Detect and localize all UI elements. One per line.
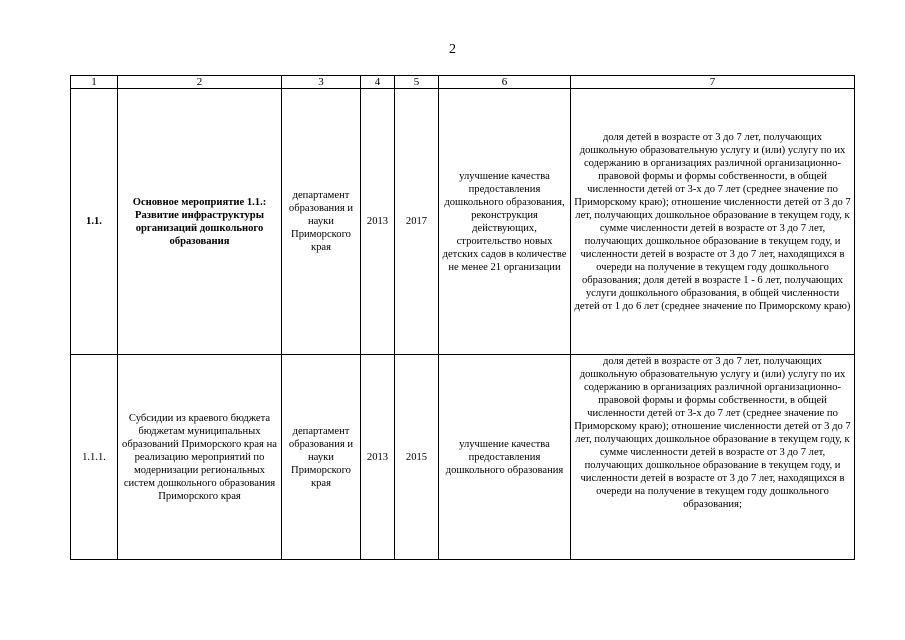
table-row: [71, 89, 855, 355]
column-header-1: 1: [71, 76, 118, 89]
column-header-3: 3: [282, 76, 361, 89]
activity-name: Субсидии из краевого бюджета бюджетам муниципальных образований Приморского края на реализацию мероприятий по модернизации региональных систем дошкольного образования Приморского края: [118, 355, 282, 560]
program-activities-table: [70, 75, 855, 560]
executor: департамент образования и науки Приморского края: [282, 355, 361, 560]
expected-result: улучшение качества предоставления дошкольного образования: [439, 355, 571, 560]
start-year: 2013: [361, 89, 395, 355]
start-year: 2013: [361, 355, 395, 560]
row-number: 1.1.: [71, 89, 118, 355]
executor: департамент образования и науки Приморского края: [282, 89, 361, 355]
activity-name: Основное мероприятие 1.1.: Развитие инфраструктуры организаций дошкольного образования: [118, 89, 282, 355]
row-number: 1.1.1.: [71, 355, 118, 560]
column-header-5: 5: [395, 76, 439, 89]
page-number: 2: [449, 42, 456, 57]
column-header-4: 4: [361, 76, 395, 89]
end-year: 2017: [395, 89, 439, 355]
expected-result: улучшение качества предоставления дошкольного образования, реконструкция действующих, строительство новых детских садов в количестве не менее 21 организации: [439, 89, 571, 355]
header-row: [71, 76, 855, 89]
column-header-6: 6: [439, 76, 571, 89]
column-header-7: 7: [571, 76, 855, 89]
end-year: 2015: [395, 355, 439, 560]
column-header-2: 2: [118, 76, 282, 89]
table-row: [71, 355, 855, 560]
indicators: доля детей в возрасте от 3 до 7 лет, получающих дошкольную образовательную услугу и (или) услугу по их содержанию в организациях различной организационно-правовой формы и формы собственности, в общей численности детей от 3-х до 7 лет (среднее значение по Приморскому краю); отношение численности детей от 3 до 7 лет, получающих дошкольное образование в текущем году, к сумме численности детей в возрасте от 3 до 7 лет, получающих дошкольное образование в текущем году, и численности детей в возрасте от 3 до 7 лет, находящихся в очереди на получение в текущем году дошкольного образования; доля детей в возрасте 1 - 6 лет, получающих услуги дошкольного образования, в общей численности детей от 1 до 6 лет (среднее значение по Приморскому краю): [571, 89, 855, 355]
indicators: доля детей в возрасте от 3 до 7 лет, получающих дошкольную образовательную услугу и (или) услугу по их содержанию в организациях различной организационно-правовой формы и формы собственности, в общей численности детей от 3-х до 7 лет (среднее значение по Приморскому краю); отношение численности детей от 3 до 7 лет, получающих дошкольное образование в текущем году, к сумме численности детей в возрасте от 3 до 7 лет, получающих дошкольное образование в текущем году, и численности детей в возрасте от 3 до 7 лет, находящихся в очереди на получение в текущем году дошкольного образования;: [571, 355, 855, 560]
